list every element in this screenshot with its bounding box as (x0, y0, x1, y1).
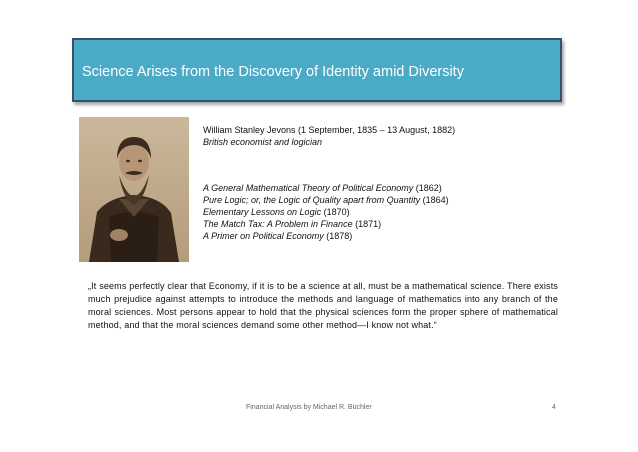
book-item (203, 182, 449, 194)
author-name: William Stanley Jevons (1 September, 1835 – 13 August, 1882) (203, 125, 456, 135)
jevons-quote: „It seems perfectly clear that Economy, if it is to be a science at all, must be a mathematical science. There exists much prejudice against attempts to introduce the methods and language of mathematics into any branch of the moral sciences. Most persons appear to hold that the physical sciences form the proper sphere of mathematical method, and that the moral sciences demand some other method—I know not what.“ (88, 281, 558, 330)
book-title: Elementary Lessons on Logic (203, 207, 322, 217)
author-role: British economist and logician (203, 137, 323, 147)
author-portrait (79, 117, 189, 262)
book-year: (1864) (420, 195, 449, 205)
slide-title-bar (72, 38, 562, 102)
book-item (203, 206, 449, 218)
book-item (203, 230, 449, 242)
page-number: 4 (552, 404, 556, 411)
book-title: The Match Tax: A Problem in Finance (203, 219, 353, 229)
book-title: A Primer on Political Economy (203, 231, 324, 241)
book-year: (1862) (413, 183, 442, 193)
book-list (203, 182, 449, 242)
book-year: (1870) (321, 207, 350, 217)
book-title: A General Mathematical Theory of Political Economy (203, 183, 414, 193)
book-item (203, 194, 449, 206)
author-bio (203, 124, 455, 148)
book-year: (1871) (352, 219, 382, 229)
slide-footer: Financial Analysis by Michael R. Büchler (246, 404, 372, 411)
slide-title: Science Arises from the Discovery of Identity amid Diversity (82, 64, 464, 80)
book-item (203, 218, 449, 230)
book-title: Pure Logic; or, the Logic of Quality apart from Quantity (203, 195, 421, 205)
book-year: (1878) (323, 231, 353, 241)
